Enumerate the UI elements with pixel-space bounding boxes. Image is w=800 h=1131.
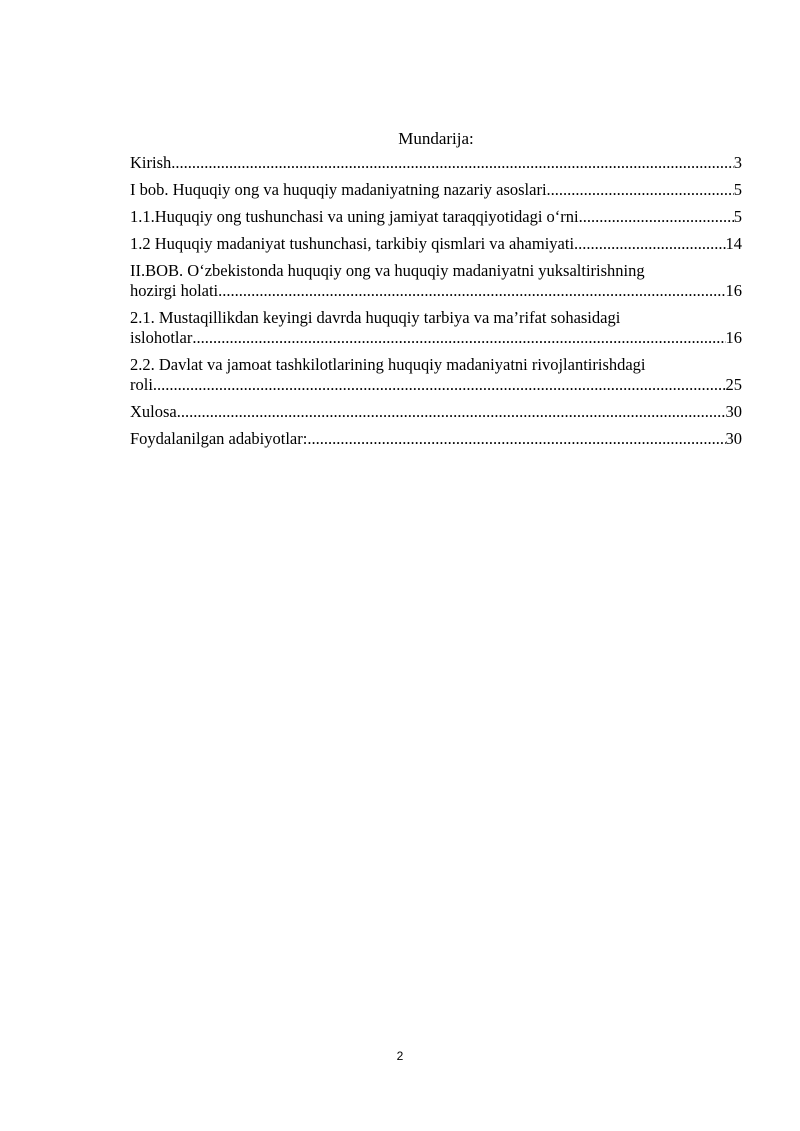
toc-entry-label: 1.1.Huquqiy ong tushunchasi va uning jamiyat taraqqiyotidagi o‘rni [130,207,579,226]
toc-entry-label: roli [130,375,153,394]
toc-line [130,180,742,200]
toc-entry-label: Foydalanilgan adabiyotlar: [130,429,308,448]
toc-entry-page: 5 [733,180,742,199]
toc-leader-dots [574,234,725,254]
toc-entry-chapter-2[interactable] [130,261,742,301]
toc-leader-dots [153,375,726,395]
toc-entry-page: 3 [733,153,742,172]
toc-entry-section-2-2[interactable] [130,355,742,395]
toc-line [130,234,742,254]
toc-entry-page: 16 [725,328,742,347]
toc-entry-label: 1.2 Huquqiy madaniyat tushunchasi, tarkibiy qismlari va ahamiyati [130,234,575,253]
toc-leader-dots [177,402,726,422]
toc-leader-dots [218,281,725,301]
toc-entry-label: Kirish [130,153,172,172]
toc-line [130,375,742,395]
toc-entry-lead: II.BOB. O‘zbekistonda huquqiy ong va huquqiy madaniyatni yuksaltirishning [130,261,645,280]
toc-line [130,281,742,301]
toc-leader-dots [547,180,734,200]
toc-leader-dots [171,153,734,173]
toc-leader-dots [579,207,734,227]
toc-leader-dots [307,429,725,449]
toc-entry-page: 5 [733,207,742,226]
toc-entry-lead: 2.1. Mustaqillikdan keyingi davrda huquqiy tarbiya va ma’rifat sohasidagi [130,308,621,327]
toc-line [130,153,742,173]
toc-list [130,153,742,449]
page-number: 2 [396,1049,404,1063]
toc-entry-label: islohotlar [130,328,193,347]
toc-entry-label: hozirgi holati [130,281,219,300]
toc-entry-lead: 2.2. Davlat va jamoat tashkilotlarining huquqiy madaniyatni rivojlantirishdagi [130,355,646,374]
toc-entry-bibliography[interactable] [130,429,742,449]
toc-entry-section-1-2[interactable] [130,234,742,254]
toc-line [130,402,742,422]
toc-entry-page: 16 [725,281,742,300]
toc-line [130,328,742,348]
toc-entry-label: I bob. Huquqiy ong va huquqiy madaniyatning nazariy asoslari [130,180,547,199]
toc-entry-kirish[interactable] [130,153,742,173]
toc-leader-dots [192,328,725,348]
toc-entry-chapter-1[interactable] [130,180,742,200]
toc-entry-page: 25 [725,375,742,394]
toc-entry-page: 14 [725,234,742,253]
toc-entry-section-2-1[interactable] [130,308,742,348]
toc-line [130,207,742,227]
table-of-contents [130,128,742,456]
toc-entry-xulosa[interactable] [130,402,742,422]
toc-entry-page: 30 [725,429,742,448]
toc-title: Mundarija: [398,129,474,148]
toc-entry-label: Xulosa [130,402,177,421]
toc-entry-section-1-1[interactable] [130,207,742,227]
toc-line [130,429,742,449]
toc-entry-page: 30 [725,402,742,421]
